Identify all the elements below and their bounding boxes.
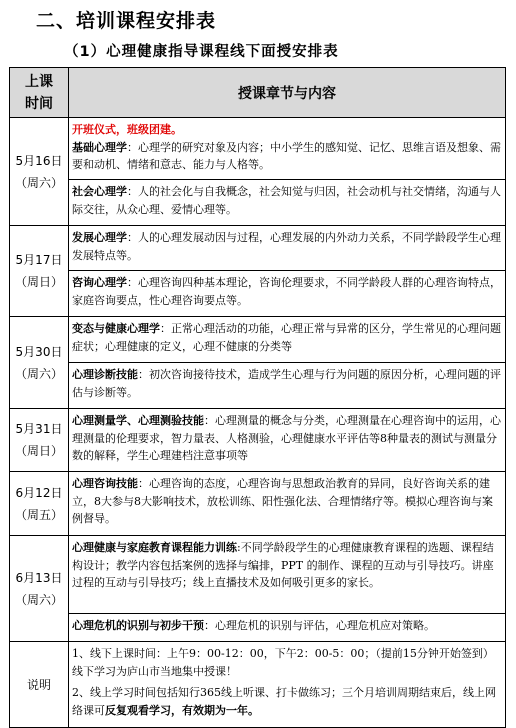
header-content: 授课章节与内容 xyxy=(69,68,506,118)
course-description: ：心理咨询的态度，心理咨询与思想政治教育的异同，良好咨询关系的建立，8大参与8大影响技术，放松训练、阳性强化法、合理情绪疗等。模拟心理咨询与案例督导。 xyxy=(72,477,493,525)
date-text: 5月17日 xyxy=(15,253,63,267)
table-row xyxy=(10,271,506,317)
date-text: 5月16日 xyxy=(15,153,63,168)
header-row xyxy=(10,68,506,118)
course-title: 咨询心理学 xyxy=(72,276,127,289)
notes-label: 说明 xyxy=(10,642,69,728)
date-text: 6月12日 xyxy=(15,485,63,500)
schedule-table xyxy=(9,67,506,728)
course-title: 社会心理学 xyxy=(72,185,127,198)
content-cell xyxy=(69,180,506,226)
date-cell xyxy=(10,118,69,226)
content-cell xyxy=(69,363,506,409)
course-title: 心理健康与家庭教育课程能力训练 xyxy=(72,541,237,554)
course-description: ：正常心理活动的功能，心理正常与异常的区分，学生常见的心理问题症状；心理健康的定义，心理不健康的分类等 xyxy=(72,322,501,353)
header-time-line2: 时间 xyxy=(25,95,53,112)
course-title: 心理诊断技能 xyxy=(72,368,138,381)
note-2-emphasis: 反复观看学习，有效期为一年。 xyxy=(105,703,259,717)
course-title: 心理咨询技能 xyxy=(72,477,138,490)
course-title: 变态与健康心理学 xyxy=(72,322,160,335)
content-cell xyxy=(69,536,506,614)
date-cell xyxy=(10,536,69,642)
table-row xyxy=(10,226,506,271)
table-row xyxy=(10,180,506,226)
table-row xyxy=(10,118,506,180)
course-title: 心理危机的识别与初步干预 xyxy=(72,619,204,632)
course-title: 心理测量学、心理测验技能 xyxy=(72,414,204,427)
table-row xyxy=(10,363,506,409)
note-1: 1、线下上课时间：上午9：00-12：00，下午2：00-5：00；（提前15分钟开始签到）线下学习为庐山市当地集中授课！ xyxy=(72,647,494,678)
weekday-text: （周日） xyxy=(14,444,63,458)
section-heading: 二、培训课程安排表 xyxy=(36,10,217,32)
course-description: ：初次咨询接待技术，造成学生心理与行为问题的原因分析，心理问题的评估与诊断等。 xyxy=(72,368,501,399)
notes-cell xyxy=(69,642,506,728)
content-cell xyxy=(69,472,506,536)
notes-row xyxy=(10,642,506,728)
table-row xyxy=(10,614,506,642)
weekday-text: （周日） xyxy=(14,275,63,289)
content-cell xyxy=(69,317,506,363)
table-row xyxy=(10,409,506,472)
content-cell xyxy=(69,226,506,271)
date-text: 5月30日 xyxy=(15,344,63,359)
course-description: ：人的社会化与自我概念，社会知觉与归因，社会动机与社交情绪，沟通与人际交往，从众心理、爱情心理等。 xyxy=(72,185,501,216)
course-description: ：心理学的研究对象及内容；中小学生的感知觉、记忆、思维言语及想象、需要和动机、情绪和意志、能力与人格等。 xyxy=(72,140,501,171)
table-title: （1）心理健康指导课程线下面授安排表 xyxy=(64,44,339,60)
note-2-text: 2、线上学习时间包括知行365线上听课、打卡做练习；三个月培训周期结束后，线上网络课可 xyxy=(72,686,496,717)
content-cell xyxy=(69,409,506,472)
date-text: 5月31日 xyxy=(15,422,63,436)
content-cell xyxy=(69,614,506,642)
date-text: 6月13日 xyxy=(15,570,63,585)
opening-ceremony-text: 开班仪式，班级团建。 xyxy=(72,123,182,136)
content-cell xyxy=(69,271,506,317)
course-description: ：人的心理发展动因与过程，心理发展的内外动力关系，不同学龄段学生心理发展特点等。 xyxy=(72,231,501,262)
note-2 xyxy=(72,684,502,719)
course-description: ：心理测量的概念与分类，心理测量在心理咨询中的运用，心理测量的伦理要求，智力量表、人格测验，心理健康水平评估等8种量表的测试与测量分数的解释，学生心理建档注意事项等 xyxy=(72,414,501,462)
date-cell xyxy=(10,226,69,317)
course-description: ：心理咨询四种基本理论，咨询伦理要求，不同学龄段人群的心理咨询特点，家庭咨询要点，性心理咨询要点等。 xyxy=(72,276,501,307)
table-row xyxy=(10,536,506,614)
date-cell xyxy=(10,472,69,536)
course-title: 发展心理学 xyxy=(72,231,127,244)
weekday-text: （周六） xyxy=(14,366,63,381)
table-row xyxy=(10,472,506,536)
date-cell xyxy=(10,409,69,472)
content-cell xyxy=(69,118,506,180)
weekday-text: （周六） xyxy=(14,592,63,607)
table-row xyxy=(10,317,506,363)
course-description: ：心理危机的识别与评估，心理危机应对策略。 xyxy=(204,619,435,632)
course-title: 基础心理学 xyxy=(72,140,127,154)
weekday-text: （周五） xyxy=(14,507,63,522)
header-time-line1: 上课 xyxy=(25,73,53,90)
date-cell xyxy=(10,317,69,409)
header-time xyxy=(10,68,69,118)
weekday-text: （周六） xyxy=(14,175,63,190)
course-description: :不同学龄段学生的心理健康教育课程的选题、课程结构设计；教学内容包括案例的选择与编排，PPT 的制作、课程的互动与引导技巧。讲座过程的互动与引导技巧；线上直播技术及如何吸引更多的家长。 xyxy=(72,541,494,589)
